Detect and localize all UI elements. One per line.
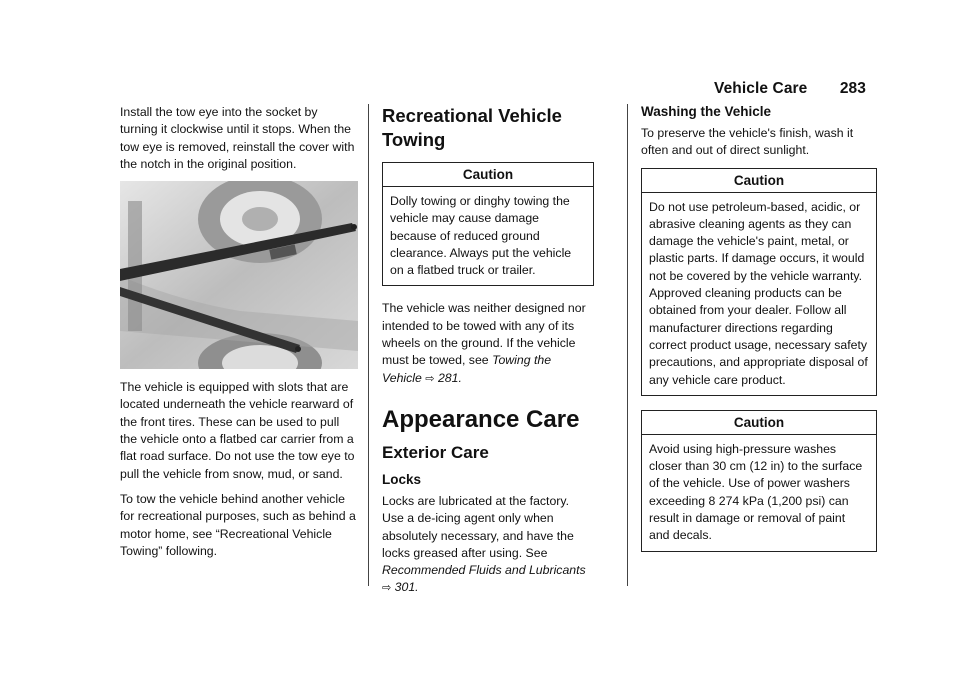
recreational-reference-paragraph: To tow the vehicle behind another vehicle for recreational purposes, such as behind a motor home, see “Recreational Vehicle Towing” following. [120,491,356,558]
locks-paragraph: Locks are lubricated at the factory. Use a de-icing agent only when absolutely necessary, and have the locks greased after using. See Recommended Fluids and Lubricants ⇨ 301. [382,493,586,595]
section-title: Vehicle Care [714,80,808,97]
caution-box-cleaning-agents [641,168,877,396]
caution-text: Avoid using high-pressure washes closer than 30 cm (12 in) to the surface of the vehicle. Use of power washers exceeding 8 274 kPa (1,200 psi) can result in damage or removal of paint and decals. [649,441,863,543]
caution-text: Do not use petroleum-based, acidic, or abrasive cleaning agents as they can damage the vehicle's paint, metal, or plastic parts. If damage occurs, it would not be covered by the vehicle warranty. Approved cleaning products can be obtained from your dealer. Follow all manufacturer directions regarding correct product usage, necessary safety precautions, and appropriate disposal of any vehicle care product. [649,199,868,387]
recommended-fluids-link[interactable]: Recommended Fluids and Lubricants [382,563,586,578]
tow-eye-paragraph: Install the tow eye into the socket by turning it clockwise until it stops. When the tow eye is removed, reinstall the cover with the notch in the original position. [120,105,355,171]
caution-title: Caution [642,169,876,193]
slots-paragraph: The vehicle is equipped with slots that are located underneath the vehicle rearward of the front tires. These can be used to pull the vehicle onto a flatbed car carrier from a flat road surface. Do not use the tow eye to pull the vehicle from snow, mud, or sand. [120,380,355,481]
locks-heading: Locks [382,471,422,487]
caution-title: Caution [642,411,876,435]
caution-title: Caution [383,163,593,187]
column-2 [382,104,594,606]
washing-heading: Washing the Vehicle [641,104,772,119]
washing-paragraph: To preserve the vehicle's finish, wash it often and out of direct sunlight. [641,126,854,158]
page-number: 283 [839,80,866,97]
page-ref-301[interactable]: 301 [394,580,416,595]
page-ref-arrow-icon: ⇨ [425,372,435,385]
caution-box-towing [382,162,594,286]
caution-text: Dolly towing or dinghy towing the vehicle may cause damage because of reduced ground clearance. Always put the vehicle on a flatbed truck or trailer. [390,194,572,278]
column-1 [120,104,358,568]
column-3 [641,104,877,566]
page-ref-arrow-icon: ⇨ [382,582,392,595]
column-divider-1 [368,104,369,586]
underbody-tow-strap-photo [120,181,358,369]
page-header [714,80,866,98]
exterior-care-heading: Exterior Care [382,442,489,462]
towing-the-vehicle-link[interactable]: Towing the Vehicle [382,353,552,385]
recreational-towing-heading: Recreational Vehicle Towing [382,105,562,150]
page-ref-281[interactable]: 281 [437,370,459,385]
caution-box-pressure-washers [641,410,877,552]
column-divider-2 [627,104,628,586]
appearance-care-heading: Appearance Care [382,405,580,433]
towing-paragraph: The vehicle was neither designed nor intended to be towed with any of its wheels on the ground. If the vehicle must be towed, see Towing the Vehicle ⇨ 281. [382,301,586,385]
